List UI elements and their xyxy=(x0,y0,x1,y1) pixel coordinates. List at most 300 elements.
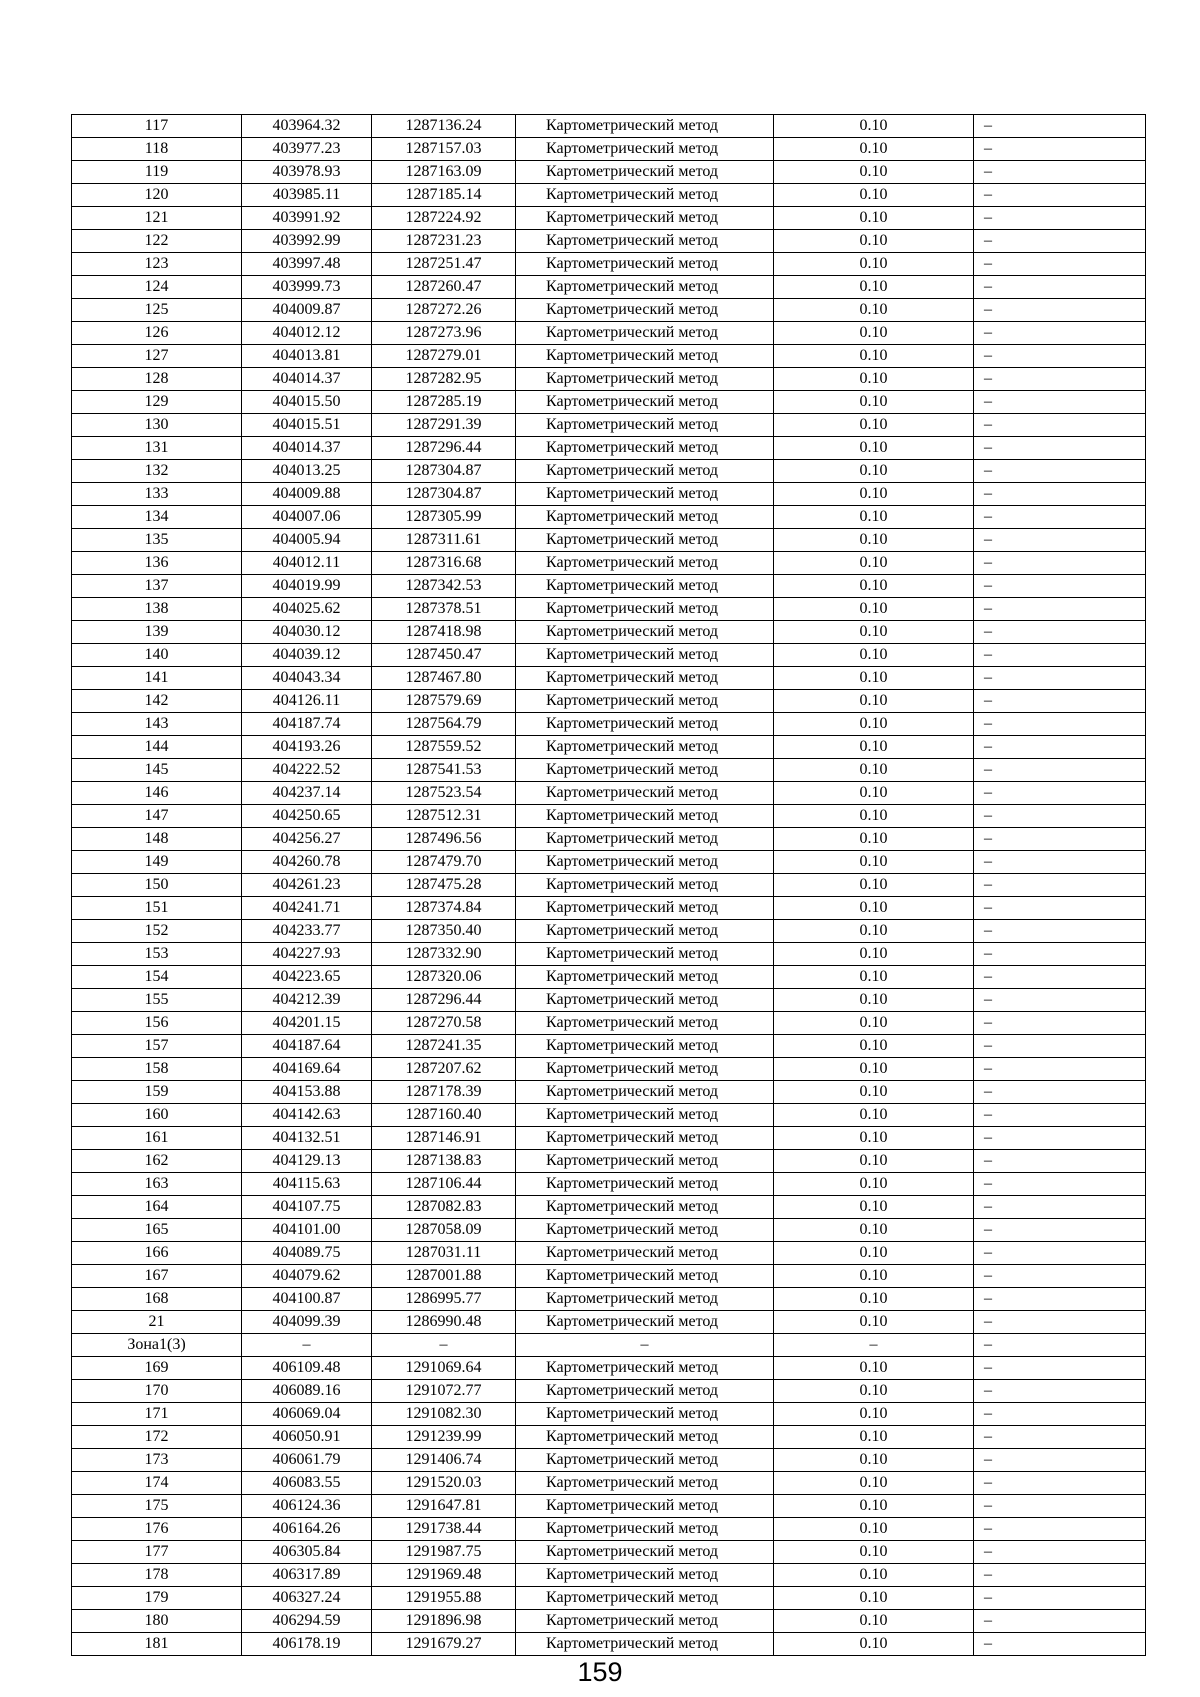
y-coordinate-cell: 1287282.95 xyxy=(372,368,516,391)
description-cell: – xyxy=(974,1150,1146,1173)
table-row xyxy=(72,966,1146,989)
accuracy-cell: 0.10 xyxy=(774,1150,974,1173)
table-row xyxy=(72,299,1146,322)
table-row xyxy=(72,368,1146,391)
x-coordinate-cell: 404115.63 xyxy=(242,1173,372,1196)
y-coordinate-cell: 1287418.98 xyxy=(372,621,516,644)
accuracy-cell: 0.10 xyxy=(774,1426,974,1449)
accuracy-cell: 0.10 xyxy=(774,966,974,989)
point-number-cell: 124 xyxy=(72,276,242,299)
method-cell: Картометрический метод xyxy=(516,966,774,989)
table-row xyxy=(72,575,1146,598)
x-coordinate-cell: 404250.65 xyxy=(242,805,372,828)
point-number-cell: 126 xyxy=(72,322,242,345)
accuracy-cell: 0.10 xyxy=(774,230,974,253)
accuracy-cell: 0.10 xyxy=(774,1357,974,1380)
table-row xyxy=(72,1150,1146,1173)
description-cell: – xyxy=(974,414,1146,437)
point-number-cell: 161 xyxy=(72,1127,242,1150)
description-cell: – xyxy=(974,1288,1146,1311)
point-number-cell: 133 xyxy=(72,483,242,506)
accuracy-cell: 0.10 xyxy=(774,299,974,322)
point-number-cell: 117 xyxy=(72,115,242,138)
x-coordinate-cell: 404043.34 xyxy=(242,667,372,690)
point-number-cell: 122 xyxy=(72,230,242,253)
description-cell: – xyxy=(974,1104,1146,1127)
method-cell: Картометрический метод xyxy=(516,989,774,1012)
x-coordinate-cell: 404030.12 xyxy=(242,621,372,644)
method-cell: Картометрический метод xyxy=(516,253,774,276)
y-coordinate-cell: 1287231.23 xyxy=(372,230,516,253)
x-coordinate-cell: 403977.23 xyxy=(242,138,372,161)
method-cell: Картометрический метод xyxy=(516,897,774,920)
y-coordinate-cell: 1287579.69 xyxy=(372,690,516,713)
table-row xyxy=(72,1449,1146,1472)
point-number-cell: 118 xyxy=(72,138,242,161)
description-cell: – xyxy=(974,1035,1146,1058)
method-cell: Картометрический метод xyxy=(516,506,774,529)
point-number-cell: 137 xyxy=(72,575,242,598)
x-coordinate-cell: 403985.11 xyxy=(242,184,372,207)
table-row xyxy=(72,437,1146,460)
table-row xyxy=(72,1518,1146,1541)
table-row xyxy=(72,483,1146,506)
y-coordinate-cell: 1287332.90 xyxy=(372,943,516,966)
table-row xyxy=(72,1380,1146,1403)
method-cell: Картометрический метод xyxy=(516,1472,774,1495)
description-cell: – xyxy=(974,161,1146,184)
y-coordinate-cell: 1287260.47 xyxy=(372,276,516,299)
x-coordinate-cell: 404193.26 xyxy=(242,736,372,759)
x-coordinate-cell: 404039.12 xyxy=(242,644,372,667)
table-row xyxy=(72,1495,1146,1518)
table-row xyxy=(72,943,1146,966)
method-cell: Картометрический метод xyxy=(516,575,774,598)
point-number-cell: 148 xyxy=(72,828,242,851)
x-coordinate-cell: 404132.51 xyxy=(242,1127,372,1150)
accuracy-cell: 0.10 xyxy=(774,460,974,483)
y-coordinate-cell: 1287296.44 xyxy=(372,437,516,460)
accuracy-cell: 0.10 xyxy=(774,207,974,230)
method-cell: Картометрический метод xyxy=(516,115,774,138)
table-row xyxy=(72,621,1146,644)
method-cell: Картометрический метод xyxy=(516,230,774,253)
point-number-cell: 174 xyxy=(72,1472,242,1495)
accuracy-cell: 0.10 xyxy=(774,437,974,460)
x-coordinate-cell: 406327.24 xyxy=(242,1587,372,1610)
point-number-cell: 150 xyxy=(72,874,242,897)
method-cell: Картометрический метод xyxy=(516,483,774,506)
method-cell: Картометрический метод xyxy=(516,1541,774,1564)
y-coordinate-cell: 1291406.74 xyxy=(372,1449,516,1472)
point-number-cell: 149 xyxy=(72,851,242,874)
method-cell: Картометрический метод xyxy=(516,598,774,621)
point-number-cell: 141 xyxy=(72,667,242,690)
method-cell: Картометрический метод xyxy=(516,1265,774,1288)
table-row xyxy=(72,759,1146,782)
method-cell: Картометрический метод xyxy=(516,368,774,391)
y-coordinate-cell: 1287270.58 xyxy=(372,1012,516,1035)
method-cell: Картометрический метод xyxy=(516,736,774,759)
y-coordinate-cell: 1287001.88 xyxy=(372,1265,516,1288)
table-row xyxy=(72,414,1146,437)
table-row xyxy=(72,1541,1146,1564)
method-cell: Картометрический метод xyxy=(516,460,774,483)
accuracy-cell: 0.10 xyxy=(774,782,974,805)
accuracy-cell: 0.10 xyxy=(774,828,974,851)
point-number-cell: 134 xyxy=(72,506,242,529)
y-coordinate-cell: 1291072.77 xyxy=(372,1380,516,1403)
point-number-cell: 169 xyxy=(72,1357,242,1380)
description-cell: – xyxy=(974,621,1146,644)
point-number-cell: 168 xyxy=(72,1288,242,1311)
point-number-cell: 145 xyxy=(72,759,242,782)
accuracy-cell: 0.10 xyxy=(774,1173,974,1196)
y-coordinate-cell: 1291082.30 xyxy=(372,1403,516,1426)
table-row xyxy=(72,1610,1146,1633)
x-coordinate-cell: 404223.65 xyxy=(242,966,372,989)
point-number-cell: 173 xyxy=(72,1449,242,1472)
x-coordinate-cell: 406124.36 xyxy=(242,1495,372,1518)
point-number-cell: 21 xyxy=(72,1311,242,1334)
y-coordinate-cell: 1291969.48 xyxy=(372,1564,516,1587)
table-row xyxy=(72,460,1146,483)
x-coordinate-cell: 404261.23 xyxy=(242,874,372,897)
y-coordinate-cell: 1287564.79 xyxy=(372,713,516,736)
coordinates-table-body xyxy=(72,115,1146,1656)
point-number-cell: 131 xyxy=(72,437,242,460)
x-coordinate-cell: 404009.88 xyxy=(242,483,372,506)
accuracy-cell: 0.10 xyxy=(774,713,974,736)
accuracy-cell: 0.10 xyxy=(774,805,974,828)
accuracy-cell: 0.10 xyxy=(774,253,974,276)
x-coordinate-cell: 404187.74 xyxy=(242,713,372,736)
table-row xyxy=(72,598,1146,621)
table-row xyxy=(72,644,1146,667)
method-cell: Картометрический метод xyxy=(516,1242,774,1265)
point-number-cell: 138 xyxy=(72,598,242,621)
y-coordinate-cell: 1287512.31 xyxy=(372,805,516,828)
y-coordinate-cell: 1287350.40 xyxy=(372,920,516,943)
method-cell: Картометрический метод xyxy=(516,1058,774,1081)
x-coordinate-cell: 404169.64 xyxy=(242,1058,372,1081)
point-number-cell: 156 xyxy=(72,1012,242,1035)
description-cell: – xyxy=(974,1357,1146,1380)
x-coordinate-cell: 406061.79 xyxy=(242,1449,372,1472)
accuracy-cell: 0.10 xyxy=(774,1587,974,1610)
method-cell: Картометрический метод xyxy=(516,1587,774,1610)
accuracy-cell: 0.10 xyxy=(774,276,974,299)
y-coordinate-cell: 1287479.70 xyxy=(372,851,516,874)
y-coordinate-cell: 1287475.28 xyxy=(372,874,516,897)
accuracy-cell: 0.10 xyxy=(774,414,974,437)
y-coordinate-cell: 1291987.75 xyxy=(372,1541,516,1564)
x-coordinate-cell: 404101.00 xyxy=(242,1219,372,1242)
table-row xyxy=(72,1403,1146,1426)
x-coordinate-cell: 406305.84 xyxy=(242,1541,372,1564)
point-number-cell: 170 xyxy=(72,1380,242,1403)
x-coordinate-cell: 403992.99 xyxy=(242,230,372,253)
method-cell: Картометрический метод xyxy=(516,184,774,207)
point-number-cell: 139 xyxy=(72,621,242,644)
point-number-cell: 172 xyxy=(72,1426,242,1449)
description-cell: – xyxy=(974,1587,1146,1610)
table-row xyxy=(72,920,1146,943)
accuracy-cell: 0.10 xyxy=(774,1472,974,1495)
method-cell: Картометрический метод xyxy=(516,1311,774,1334)
accuracy-cell: 0.10 xyxy=(774,1495,974,1518)
point-number-cell: 179 xyxy=(72,1587,242,1610)
table-row xyxy=(72,1288,1146,1311)
x-coordinate-cell: 404005.94 xyxy=(242,529,372,552)
table-row xyxy=(72,506,1146,529)
point-number-cell: 140 xyxy=(72,644,242,667)
point-number-cell: 175 xyxy=(72,1495,242,1518)
accuracy-cell: 0.10 xyxy=(774,161,974,184)
description-cell: – xyxy=(974,460,1146,483)
method-cell: Картометрический метод xyxy=(516,1357,774,1380)
method-cell: Картометрический метод xyxy=(516,943,774,966)
y-coordinate-cell: 1287136.24 xyxy=(372,115,516,138)
description-cell: – xyxy=(974,1196,1146,1219)
point-number-cell: 181 xyxy=(72,1633,242,1656)
point-number-cell: Зона1(3) xyxy=(72,1334,242,1357)
description-cell: – xyxy=(974,1127,1146,1150)
y-coordinate-cell: 1287541.53 xyxy=(372,759,516,782)
description-cell: – xyxy=(974,1472,1146,1495)
table-row xyxy=(72,1219,1146,1242)
method-cell: Картометрический метод xyxy=(516,644,774,667)
description-cell: – xyxy=(974,207,1146,230)
table-row xyxy=(72,230,1146,253)
point-number-cell: 152 xyxy=(72,920,242,943)
description-cell: – xyxy=(974,253,1146,276)
y-coordinate-cell: 1287082.83 xyxy=(372,1196,516,1219)
point-number-cell: 180 xyxy=(72,1610,242,1633)
method-cell: Картометрический метод xyxy=(516,805,774,828)
y-coordinate-cell: 1287496.56 xyxy=(372,828,516,851)
x-coordinate-cell: 404015.51 xyxy=(242,414,372,437)
method-cell: Картометрический метод xyxy=(516,1426,774,1449)
point-number-cell: 147 xyxy=(72,805,242,828)
y-coordinate-cell: – xyxy=(372,1334,516,1357)
description-cell: – xyxy=(974,1518,1146,1541)
point-number-cell: 144 xyxy=(72,736,242,759)
y-coordinate-cell: 1291955.88 xyxy=(372,1587,516,1610)
y-coordinate-cell: 1287304.87 xyxy=(372,460,516,483)
point-number-cell: 167 xyxy=(72,1265,242,1288)
y-coordinate-cell: 1291896.98 xyxy=(372,1610,516,1633)
point-number-cell: 157 xyxy=(72,1035,242,1058)
accuracy-cell: 0.10 xyxy=(774,1403,974,1426)
x-coordinate-cell: 404015.50 xyxy=(242,391,372,414)
method-cell: Картометрический метод xyxy=(516,667,774,690)
point-number-cell: 125 xyxy=(72,299,242,322)
table-row xyxy=(72,115,1146,138)
point-number-cell: 135 xyxy=(72,529,242,552)
accuracy-cell: 0.10 xyxy=(774,529,974,552)
accuracy-cell: 0.10 xyxy=(774,759,974,782)
point-number-cell: 129 xyxy=(72,391,242,414)
x-coordinate-cell: 404260.78 xyxy=(242,851,372,874)
x-coordinate-cell: 404187.64 xyxy=(242,1035,372,1058)
accuracy-cell: 0.10 xyxy=(774,506,974,529)
accuracy-cell: 0.10 xyxy=(774,1518,974,1541)
table-row xyxy=(72,713,1146,736)
y-coordinate-cell: 1291520.03 xyxy=(372,1472,516,1495)
point-number-cell: 158 xyxy=(72,1058,242,1081)
method-cell: Картометрический метод xyxy=(516,529,774,552)
y-coordinate-cell: 1287146.91 xyxy=(372,1127,516,1150)
point-number-cell: 119 xyxy=(72,161,242,184)
method-cell: Картометрический метод xyxy=(516,138,774,161)
table-row xyxy=(72,1081,1146,1104)
point-number-cell: 121 xyxy=(72,207,242,230)
table-row xyxy=(72,1587,1146,1610)
x-coordinate-cell: 404013.81 xyxy=(242,345,372,368)
point-number-cell: 177 xyxy=(72,1541,242,1564)
table-row xyxy=(72,1265,1146,1288)
x-coordinate-cell: 404014.37 xyxy=(242,437,372,460)
y-coordinate-cell: 1287296.44 xyxy=(372,989,516,1012)
description-cell: – xyxy=(974,644,1146,667)
accuracy-cell: – xyxy=(774,1334,974,1357)
y-coordinate-cell: 1287163.09 xyxy=(372,161,516,184)
y-coordinate-cell: 1287285.19 xyxy=(372,391,516,414)
description-cell: – xyxy=(974,322,1146,345)
accuracy-cell: 0.10 xyxy=(774,1610,974,1633)
method-cell: Картометрический метод xyxy=(516,161,774,184)
table-row xyxy=(72,1426,1146,1449)
accuracy-cell: 0.10 xyxy=(774,989,974,1012)
method-cell: Картометрический метод xyxy=(516,713,774,736)
y-coordinate-cell: 1287160.40 xyxy=(372,1104,516,1127)
y-coordinate-cell: 1286990.48 xyxy=(372,1311,516,1334)
method-cell: Картометрический метод xyxy=(516,1449,774,1472)
method-cell: Картометрический метод xyxy=(516,690,774,713)
y-coordinate-cell: 1287279.01 xyxy=(372,345,516,368)
table-row xyxy=(72,782,1146,805)
table-row xyxy=(72,184,1146,207)
x-coordinate-cell: 404126.11 xyxy=(242,690,372,713)
accuracy-cell: 0.10 xyxy=(774,874,974,897)
description-cell: – xyxy=(974,529,1146,552)
description-cell: – xyxy=(974,1334,1146,1357)
description-cell: – xyxy=(974,1219,1146,1242)
x-coordinate-cell: 404079.62 xyxy=(242,1265,372,1288)
table-row xyxy=(72,897,1146,920)
method-cell: Картометрический метод xyxy=(516,782,774,805)
accuracy-cell: 0.10 xyxy=(774,368,974,391)
description-cell: – xyxy=(974,1242,1146,1265)
x-coordinate-cell: 404241.71 xyxy=(242,897,372,920)
table-row xyxy=(72,1058,1146,1081)
table-row xyxy=(72,1035,1146,1058)
point-number-cell: 163 xyxy=(72,1173,242,1196)
y-coordinate-cell: 1287467.80 xyxy=(372,667,516,690)
y-coordinate-cell: 1287304.87 xyxy=(372,483,516,506)
accuracy-cell: 0.10 xyxy=(774,391,974,414)
accuracy-cell: 0.10 xyxy=(774,1288,974,1311)
accuracy-cell: 0.10 xyxy=(774,552,974,575)
point-number-cell: 171 xyxy=(72,1403,242,1426)
description-cell: – xyxy=(974,299,1146,322)
zone-header-row xyxy=(72,1334,1146,1357)
x-coordinate-cell: 406164.26 xyxy=(242,1518,372,1541)
x-coordinate-cell: 406089.16 xyxy=(242,1380,372,1403)
table-row xyxy=(72,1173,1146,1196)
x-coordinate-cell: 404014.37 xyxy=(242,368,372,391)
method-cell: Картометрический метод xyxy=(516,345,774,368)
point-number-cell: 143 xyxy=(72,713,242,736)
description-cell: – xyxy=(974,1058,1146,1081)
y-coordinate-cell: 1287311.61 xyxy=(372,529,516,552)
method-cell: Картометрический метод xyxy=(516,1495,774,1518)
description-cell: – xyxy=(974,1633,1146,1656)
method-cell: Картометрический метод xyxy=(516,1104,774,1127)
y-coordinate-cell: 1291069.64 xyxy=(372,1357,516,1380)
description-cell: – xyxy=(974,1426,1146,1449)
point-number-cell: 165 xyxy=(72,1219,242,1242)
y-coordinate-cell: 1287157.03 xyxy=(372,138,516,161)
x-coordinate-cell: 404007.06 xyxy=(242,506,372,529)
method-cell: Картометрический метод xyxy=(516,1403,774,1426)
method-cell: Картометрический метод xyxy=(516,552,774,575)
description-cell: – xyxy=(974,667,1146,690)
table-row xyxy=(72,1127,1146,1150)
point-number-cell: 176 xyxy=(72,1518,242,1541)
method-cell: Картометрический метод xyxy=(516,1380,774,1403)
description-cell: – xyxy=(974,759,1146,782)
description-cell: – xyxy=(974,345,1146,368)
accuracy-cell: 0.10 xyxy=(774,1058,974,1081)
description-cell: – xyxy=(974,1173,1146,1196)
description-cell: – xyxy=(974,1380,1146,1403)
description-cell: – xyxy=(974,1495,1146,1518)
method-cell: Картометрический метод xyxy=(516,299,774,322)
description-cell: – xyxy=(974,851,1146,874)
accuracy-cell: 0.10 xyxy=(774,1196,974,1219)
point-number-cell: 128 xyxy=(72,368,242,391)
x-coordinate-cell: 406109.48 xyxy=(242,1357,372,1380)
y-coordinate-cell: 1287224.92 xyxy=(372,207,516,230)
y-coordinate-cell: 1291647.81 xyxy=(372,1495,516,1518)
description-cell: – xyxy=(974,1449,1146,1472)
y-coordinate-cell: 1287138.83 xyxy=(372,1150,516,1173)
x-coordinate-cell: 404012.11 xyxy=(242,552,372,575)
description-cell: – xyxy=(974,230,1146,253)
x-coordinate-cell: 404256.27 xyxy=(242,828,372,851)
accuracy-cell: 0.10 xyxy=(774,1219,974,1242)
table-row xyxy=(72,690,1146,713)
accuracy-cell: 0.10 xyxy=(774,943,974,966)
method-cell: Картометрический метод xyxy=(516,1610,774,1633)
table-row xyxy=(72,874,1146,897)
accuracy-cell: 0.10 xyxy=(774,345,974,368)
accuracy-cell: 0.10 xyxy=(774,1633,974,1656)
table-row xyxy=(72,805,1146,828)
method-cell: Картометрический метод xyxy=(516,322,774,345)
point-number-cell: 164 xyxy=(72,1196,242,1219)
method-cell: Картометрический метод xyxy=(516,874,774,897)
accuracy-cell: 0.10 xyxy=(774,138,974,161)
table-row xyxy=(72,253,1146,276)
table-row xyxy=(72,207,1146,230)
y-coordinate-cell: 1287251.47 xyxy=(372,253,516,276)
method-cell: Картометрический метод xyxy=(516,1288,774,1311)
point-number-cell: 155 xyxy=(72,989,242,1012)
x-coordinate-cell: 404012.12 xyxy=(242,322,372,345)
